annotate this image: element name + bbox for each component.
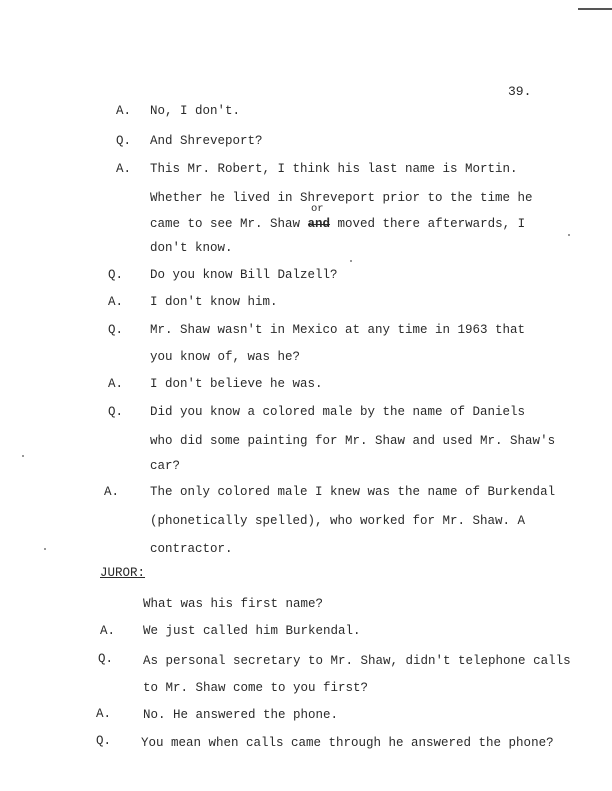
speaker-label: A. [116, 104, 132, 118]
line-part: moved there afterwards, I [330, 217, 526, 231]
speaker-label: Q. [116, 134, 132, 148]
line-part: came to see Mr. Shaw [150, 217, 308, 231]
speaker-label: A. [104, 485, 120, 499]
transcript-line: car? [150, 459, 181, 473]
speaker-label: A. [100, 624, 116, 638]
speaker-label: Q. [98, 652, 114, 666]
scan-speck [350, 260, 352, 262]
transcript-line: Do you know Bill Dalzell? [150, 268, 338, 282]
speaker-label: A. [116, 162, 132, 176]
transcript-line: Did you know a colored male by the name of Daniels [150, 405, 526, 419]
transcript-line: I don't know him. [150, 295, 278, 309]
transcript-line: This Mr. Robert, I think his last name is Mortin. [150, 162, 518, 176]
page-number: 39. [508, 84, 532, 99]
transcript-line: You mean when calls came through he answered the phone? [141, 736, 554, 750]
scan-speck [22, 455, 24, 457]
transcript-line: We just called him Burkendal. [143, 624, 361, 638]
transcript-line: to Mr. Shaw come to you first? [143, 681, 369, 695]
speaker-label: A. [108, 295, 124, 309]
scan-speck [44, 548, 46, 550]
scan-speck [568, 234, 570, 236]
struck-word: and [307, 217, 331, 231]
transcript-line: No, I don't. [150, 104, 241, 118]
transcript-line: you know of, was he? [150, 350, 301, 364]
juror-heading: JUROR: [100, 566, 146, 580]
transcript-line: don't know. [150, 241, 233, 255]
transcript-line: contractor. [150, 542, 233, 556]
speaker-label: Q. [108, 405, 124, 419]
scan-mark [578, 8, 612, 10]
speaker-label: Q. [108, 268, 124, 282]
speaker-label: A. [96, 707, 112, 721]
transcript-line: The only colored male I knew was the name of Burkendal [150, 485, 556, 499]
transcript-line: Whether he lived in Shreveport prior to the time he [150, 191, 533, 205]
handwritten-correction: or [311, 203, 324, 215]
transcript-line: As personal secretary to Mr. Shaw, didn't telephone calls [143, 654, 571, 668]
transcript-line [150, 217, 525, 231]
transcript-line: Mr. Shaw wasn't in Mexico at any time in 1963 that [150, 323, 526, 337]
transcript-line: I don't believe he was. [150, 377, 323, 391]
transcript-line: who did some painting for Mr. Shaw and used Mr. Shaw's [150, 434, 556, 448]
transcript-line: What was his first name? [143, 597, 324, 611]
transcript-line: No. He answered the phone. [143, 708, 339, 722]
speaker-label: Q. [108, 323, 124, 337]
transcript-line: And Shreveport? [150, 134, 263, 148]
speaker-label: Q. [96, 734, 112, 748]
speaker-label: A. [108, 377, 124, 391]
transcript-line: (phonetically spelled), who worked for Mr. Shaw. A [150, 514, 526, 528]
